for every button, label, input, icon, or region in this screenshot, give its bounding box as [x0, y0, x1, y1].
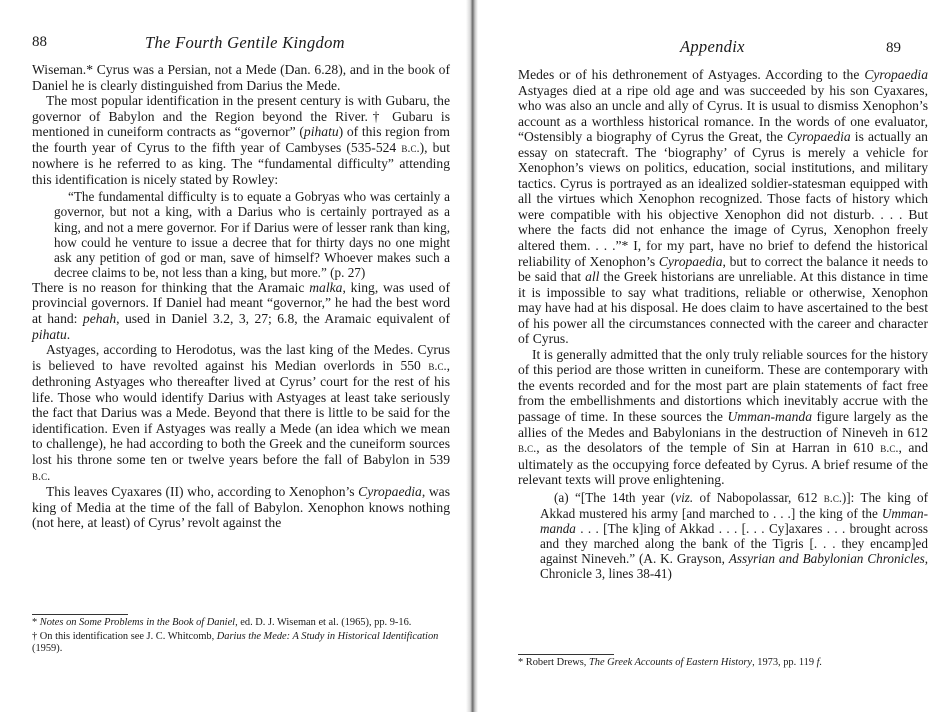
right-running-head: Appendix — [680, 37, 745, 56]
left-paragraph-1: Wiseman.* Cyrus was a Persian, not a Mede (Dan. 6.28), and in the book of Daniel he is clearly distinguished from Darius the Mede. — [32, 62, 450, 93]
right-page-number: 89 — [886, 40, 901, 56]
left-footnote-rule — [32, 614, 128, 615]
right-paragraph-1: Medes or of his dethronement of Astyages. According to the Cyropaedia Astyages died at a ripe old age and was succeeded by his son Cyaxares, who was also an uncle and ally of Cyrus. It is usual to dismiss Xenophon’s account as a worthless historical romance. In the words of one evaluator, “Ostensibly a biography of Cyrus the Great, the Cyropaedia is actually an essay on statecraft. The ‘biography’ of Cyrus is merely a vehicle for Xenophon’s views on politics, education, social institutions, and military tactics. Cyrus is portrayed as an idealized soldier-statesman equipped with all the virtues which Xenophon recognized. Those facts of history which were compatible with his objective Xenophon did not disturb. . . . But where the facts did not enhance the image of Cyrus, Xenophon freely altered them. . . .”* I, for my part, have no brief to defend the historical reliability of Xenophon’s Cyropaedia, but to correct the balance it needs to be said that all the Greek historians are unreliable. At this distance in time it is impossible to say what traditions, reliable or otherwise, Xenophon may have had at his disposal. He does claim to have ascertained to the best of his power all the circumstances connected with the career and character of Cyrus. — [518, 67, 928, 347]
left-blockquote: “The fundamental difficulty is to equate a Gobryas who was certainly a governor, but not a king, with a Darius who is certainly portrayed as a king, and not a mere governor. For if Darius were of lesser rank than king, how could he venture to issue a decree that for thirty days no one might ask any petition of god or man, save of himself? Whoever makes such a decree claims to be, not less than a king, but more.” (p. 27) — [54, 189, 450, 280]
left-footnotes — [32, 617, 450, 656]
left-running-head: The Fourth Gentile Kingdom — [145, 33, 345, 52]
left-footnote-1: * Notes on Some Problems in the Book of Daniel, ed. D. J. Wiseman et al. (1965), pp. 9-16. — [32, 617, 412, 628]
left-page — [0, 0, 466, 712]
right-footnote-1: * Robert Drews, The Greek Accounts of Eastern History, 1973, pp. 119 f. — [518, 657, 823, 668]
left-paragraph-5: This leaves Cyaxares (II) who, according to Xenophon’s Cyropaedia, was king of Media at the time of the fall of Babylon. Xenophon knows nothing (not here, at least) of Cyrus’ revolt against the — [32, 484, 450, 531]
book-gutter — [466, 0, 478, 712]
left-paragraph-4: Astyages, according to Herodotus, was the last king of the Medes. Cyrus is believed to have revolted against his Median overlords in 550 b.c., dethroning Astyages who thereafter lived at Cyrus’ court for the rest of his life. Those who would identify Darius with Astyages at least take seriously the fact that Darius was a Mede. Beyond that there is little to be said for the identification. Even if Astyages was really a Mede (an idea which we mean to challenge), he had according to both the Greek and the cuneiform sources lost his throne some ten or twelve years before the fall of Babylon in 539 b.c. — [32, 342, 450, 483]
left-footnote-2: † On this identification see J. C. Whitcomb, Darius the Mede: A Study in Historical Identification (1959). — [32, 631, 439, 655]
left-paragraph-2: The most popular identification in the present century is with Gubaru, the governor of Babylon and the Region beyond the River.† Gubaru is mentioned in cuneiform contracts as “governor” (pihatu) of this region from the fourth year of Cyrus to the fifth year of Cambyses (535-524 b.c.), but nowhere is he referred to as king. The “fundamental difficulty” attending this identification is nicely stated by Rowley: — [32, 93, 450, 187]
right-paragraph-2: It is generally admitted that the only truly reliable sources for the history of this period are those written in cuneiform. These are contemporary with the events recorded and for the most part are plain statements of fact free from the embellishments and distortions which inevitably accrue with the passage of time. In these sources the Umman-manda figure largely as the allies of the Medes and Babylonians in the destruction of Nineveh in 612 b.c., as the desolators of the temple of Sin at Harran in 610 b.c., and ultimately as the occupying force defeated by Cyrus. A brief resume of the relevant texts will prove enlightening. — [518, 346, 929, 488]
left-paragraph-3: There is no reason for thinking that the Aramaic malka, king, was used of provincial governors. If Daniel had meant “governor,” he had the best word at hand: pehah, used in Daniel 3.2, 3, 27; 6.8, the Aramaic equivalent of pihatu. — [32, 279, 450, 342]
left-page-number: 88 — [32, 34, 47, 50]
left-body — [32, 62, 450, 531]
right-blockquote: (a) “[The 14th year (viz. of Nabopolassar, 612 b.c.)]: The king of Akkad mustered his army [and marched to . . .] the king of the Umman-manda . . . [The k]ing of Akkad . . . [. . . Cy]axares . . . brought across and they marched along the bank of the Tigris [. . . they encamp]ed against Nineveh.” (A. K. Grayson, Assyrian and Babylonian Chronicles, Chronicle 3, lines 38-41) — [540, 489, 928, 582]
right-page — [478, 0, 938, 712]
right-body — [518, 67, 928, 581]
right-footnotes — [518, 657, 928, 669]
right-footnote-rule — [518, 654, 614, 655]
